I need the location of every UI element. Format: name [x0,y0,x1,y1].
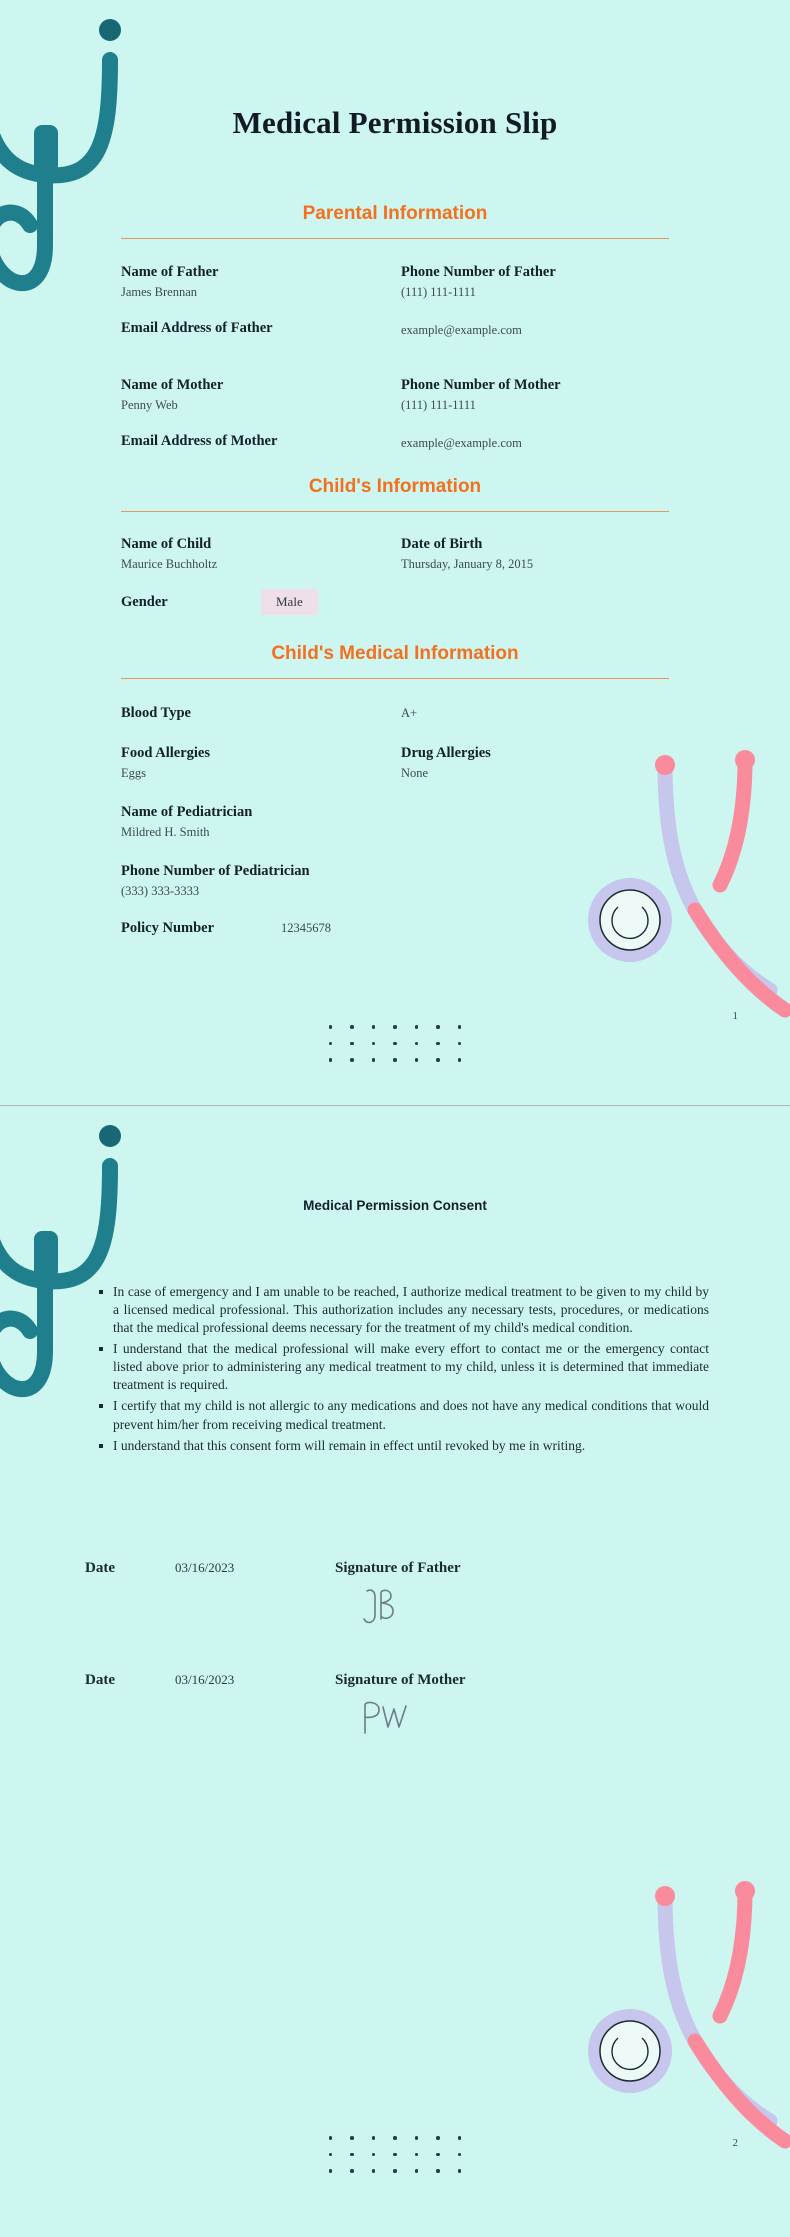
value-child-name: Maurice Buchholtz [121,557,218,572]
label-mother-email: Email Address of Mother [121,433,278,449]
label-father-date: Date [85,1559,115,1576]
label-drug-allergies: Drug Allergies [401,744,491,761]
list-item: I understand that this consent form will remain in effect until revoked by me in writing. [99,1437,709,1455]
value-mother-phone: (111) 111-1111 [401,397,476,412]
list-item: I understand that the medical professional will make every effort to contact me or the emergency contact listed above prior to administering any medical treatment to my child, unless it is determined that immediate treatment is required. [99,1340,709,1394]
label-father-email: Email Address of Father [121,320,273,337]
stethoscope-pink-icon [570,1866,790,2166]
label-mother-phone: Phone Number of Mother [401,376,561,393]
decorative-dot-grid [0,2136,790,2173]
value-pediatrician-phone: (333) 333-3333 [121,883,200,898]
list-item: I certify that my child is not allergic to any medications and does not have any medical conditions that would prevent him/her from receiving medical treatment. [99,1397,709,1433]
value-drug-allergies: None [401,765,429,780]
consent-list [81,1283,709,1455]
section-divider [121,238,669,239]
page-number: 1 [732,1010,738,1022]
value-mother-email: example@example.com [401,436,522,450]
value-date-of-birth: Thursday, January 8, 2015 [401,557,534,572]
section-title-child: Child's Information [308,476,482,498]
page-title: Medical Permission Slip [232,105,558,140]
document-page-1 [0,0,790,1105]
label-gender: Gender [121,593,168,610]
value-father-date: 03/16/2023 [175,1559,235,1575]
section-title-medical: Child's Medical Information [271,642,519,664]
label-father-name: Name of Father [121,264,219,280]
value-father-phone: (111) 111-1111 [401,285,476,300]
section-divider [121,511,669,512]
page-number: 2 [732,2137,738,2149]
value-pediatrician-name: Mildred H. Smith [121,825,210,840]
value-policy-number: 12345678 [281,920,331,935]
value-mother-date: 03/16/2023 [175,1671,235,1687]
section-divider [121,678,669,679]
label-mother-signature: Signature of Mother [335,1671,466,1688]
father-signature-mark [357,1585,461,1636]
label-father-phone: Phone Number of Father [401,264,556,280]
signature-glyph-mother [357,1697,427,1743]
label-blood-type: Blood Type [121,704,191,721]
label-food-allergies: Food Allergies [121,744,211,761]
label-mother-name: Name of Mother [121,376,224,393]
signature-block-father [85,1560,790,1636]
label-date-of-birth: Date of Birth [401,536,483,553]
consent-title: Medical Permission Consent [303,1198,487,1213]
document-page-2 [0,1105,790,2237]
value-father-name: James Brennan [121,285,198,300]
label-mother-date: Date [85,1671,115,1688]
value-food-allergies: Eggs [121,765,146,780]
value-gender-chip: Male [261,589,318,615]
value-blood-type: A+ [401,705,418,720]
label-policy-number: Policy Number [121,919,215,936]
decorative-dot-grid [0,1025,790,1062]
value-mother-name: Penny Web [121,397,178,412]
signature-glyph-father [357,1585,427,1631]
section-title-parental: Parental Information [302,203,488,224]
label-pediatrician-phone: Phone Number of Pediatrician [121,862,310,879]
label-pediatrician-name: Name of Pediatrician [121,804,253,821]
label-child-name: Name of Child [121,536,212,553]
value-father-email: example@example.com [401,323,522,338]
mother-signature-mark [357,1697,466,1748]
label-father-signature: Signature of Father [335,1559,461,1576]
list-item: In case of emergency and I am unable to be reached, I authorize medical treatment to be given to my child by a licensed medical professional. This authorization includes any necessary tests, procedures, or medications that the medical professional deems necessary for the treatment of my child's medical condition. [99,1283,709,1337]
signature-block-mother [85,1672,790,1748]
